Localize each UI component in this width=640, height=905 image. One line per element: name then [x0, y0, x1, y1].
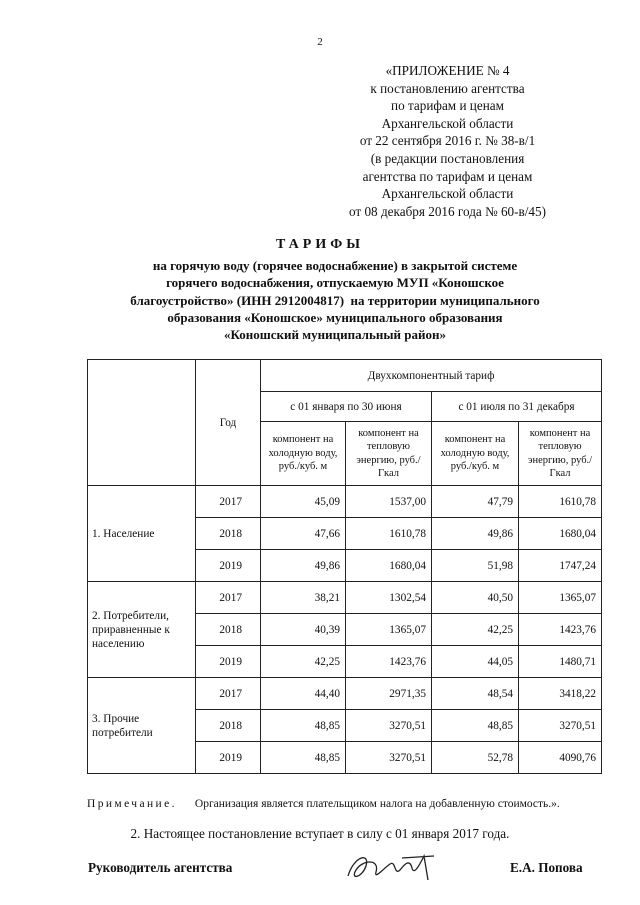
col-cold-header: компонент на холодную воду, руб./куб. м — [261, 422, 346, 486]
note-label: Примечание. — [87, 798, 177, 810]
appendix-line: от 08 декабря 2016 года № 60-в/45) — [348, 203, 546, 219]
value-cell: 48,85 — [432, 710, 519, 742]
appendix-line: Архангельской области — [381, 115, 514, 131]
value-cell: 42,25 — [261, 646, 346, 678]
value-cell: 49,86 — [261, 550, 346, 582]
category-cell: 2. Потребители, приравненные к населению — [88, 582, 196, 678]
note-block — [87, 796, 600, 812]
tariff-header: Двухкомпонентный тариф — [261, 360, 602, 392]
year-cell: 2017 — [196, 486, 261, 518]
subtitle-line: горячего водоснабжения, отпускаемую МУП «Коношское — [166, 275, 504, 291]
value-cell: 2971,35 — [346, 678, 432, 710]
note-text: Организация является плательщиком налога на добавленную стоимость.». — [194, 798, 560, 810]
period1-header: с 01 января по 30 июня — [261, 392, 432, 422]
value-cell: 1537,00 — [346, 486, 432, 518]
value-cell: 40,39 — [261, 614, 346, 646]
category-cell: 1. Население — [88, 486, 196, 582]
value-cell: 4090,76 — [519, 742, 602, 774]
value-cell: 3270,51 — [346, 710, 432, 742]
year-cell: 2018 — [196, 710, 261, 742]
year-cell: 2019 — [196, 646, 261, 678]
col-cold2-header: компонент на холодную воду, руб./куб. м — [432, 422, 519, 486]
appendix-line: «ПРИЛОЖЕНИЕ № 4 — [385, 63, 510, 78]
subtitle-line: на горячую воду (горячее водоснабжение) в закрытой системе — [152, 258, 518, 273]
year-cell: 2018 — [196, 518, 261, 550]
category-cell: 3. Прочие потребители — [88, 678, 196, 774]
value-cell: 1365,07 — [519, 582, 602, 614]
year-cell: 2018 — [196, 614, 261, 646]
value-cell: 1480,71 — [519, 646, 602, 678]
period2-header: с 01 июля по 31 декабря — [432, 392, 602, 422]
subtitle-line: образования «Коношское» муниципального образования — [167, 309, 503, 325]
year-cell: 2019 — [196, 550, 261, 582]
signature-image — [340, 846, 440, 886]
value-cell: 48,85 — [261, 742, 346, 774]
value-cell: 1610,78 — [346, 518, 432, 550]
value-cell: 3270,51 — [346, 742, 432, 774]
value-cell: 48,85 — [261, 710, 346, 742]
value-cell: 52,78 — [432, 742, 519, 774]
head-title: Руководитель агентства — [88, 860, 233, 875]
value-cell: 40,50 — [432, 582, 519, 614]
year-cell: 2017 — [196, 582, 261, 614]
document-title: ТАРИФЫ — [276, 237, 364, 252]
value-cell: 1680,04 — [346, 550, 432, 582]
subtitle-line: «Коношский муниципальный район» — [224, 327, 446, 343]
value-cell: 3418,22 — [519, 678, 602, 710]
value-cell: 1423,76 — [346, 646, 432, 678]
year-header: Год — [196, 360, 261, 486]
value-cell: 1680,04 — [519, 518, 602, 550]
table-row — [88, 486, 602, 518]
col-heat2-header: компонент на тепловую энергию, руб./Гкал — [519, 422, 602, 486]
value-cell: 1302,54 — [346, 582, 432, 614]
value-cell: 1747,24 — [519, 550, 602, 582]
tariff-table — [87, 359, 602, 774]
appendix-line: к постановлению агентства — [370, 80, 525, 96]
document-subtitle — [105, 257, 565, 343]
year-cell: 2017 — [196, 678, 261, 710]
value-cell: 38,21 — [261, 582, 346, 614]
subtitle-line: благоустройство» (ИНН 2912004817) на территории муниципального — [130, 292, 540, 308]
value-cell: 49,86 — [432, 518, 519, 550]
head-name: Е.А. Попова — [510, 860, 583, 875]
appendix-line: агентства по тарифам и ценам — [362, 168, 533, 184]
page-number: 2 — [317, 36, 323, 48]
value-cell: 48,54 — [432, 678, 519, 710]
appendix-block — [320, 62, 575, 220]
value-cell: 42,25 — [432, 614, 519, 646]
table-row — [88, 582, 602, 614]
value-cell: 51,98 — [432, 550, 519, 582]
col-heat-header: компонент на тепловую энергию, руб./Гкал — [346, 422, 432, 486]
value-cell: 47,79 — [432, 486, 519, 518]
appendix-line: Архангельской области — [381, 186, 514, 202]
value-cell: 44,40 — [261, 678, 346, 710]
appendix-line: от 22 сентября 2016 г. № 38-в/1 — [359, 133, 536, 149]
empty-header-cell — [88, 360, 196, 486]
value-cell: 3270,51 — [519, 710, 602, 742]
value-cell: 1423,76 — [519, 614, 602, 646]
value-cell: 1365,07 — [346, 614, 432, 646]
table-row — [88, 678, 602, 710]
effective-clause: 2. Настоящее постановление вступает в силу с 01 января 2017 года. — [130, 826, 510, 841]
value-cell: 1610,78 — [519, 486, 602, 518]
value-cell: 47,66 — [261, 518, 346, 550]
year-cell: 2019 — [196, 742, 261, 774]
appendix-line: (в редакции постановления — [370, 150, 525, 166]
appendix-line: по тарифам и ценам — [391, 98, 504, 114]
value-cell: 44,05 — [432, 646, 519, 678]
value-cell: 45,09 — [261, 486, 346, 518]
